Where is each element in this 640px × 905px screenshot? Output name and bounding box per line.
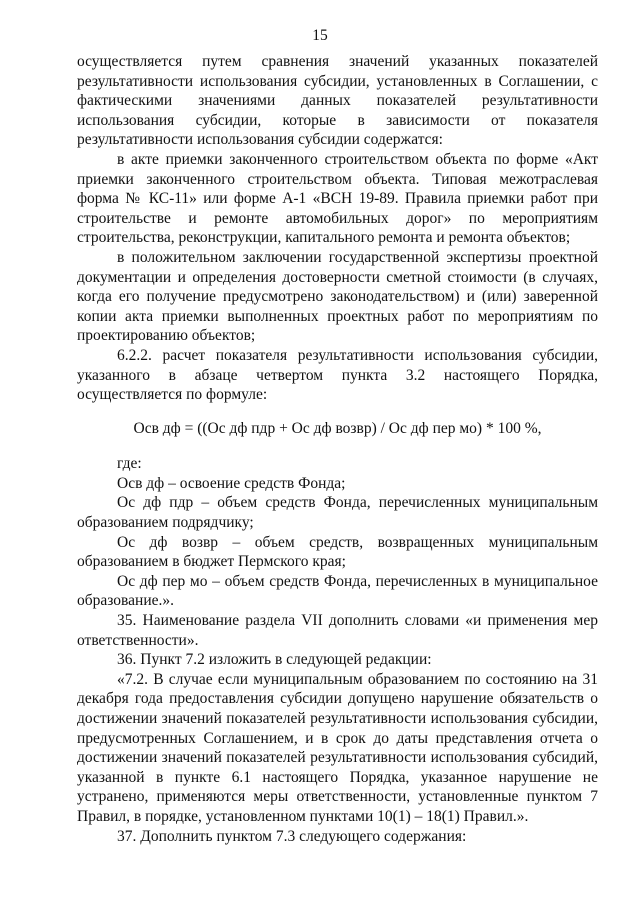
paragraph-ks11-act: в акте приемки законченного строительством объекта по форме «Акт приемки законченного строительством объекта. Типовая межотраслевая форма № КС-11» или форме А-1 «ВСН 19-89. Правила приемки работ при строительстве и ремонте автомобильных дорог» по мероприятиям строительства, реконструкции, капитального ремонта и ремонта объектов; bbox=[77, 150, 598, 247]
paragraph-35: 35. Наименование раздела VII дополнить словами «и применения мер ответственности». bbox=[77, 612, 598, 649]
paragraph-where: где: bbox=[117, 455, 142, 473]
paragraph-7-2: «7.2. В случае если муниципальным образованием по состоянию на 31 декабря года предоставления субсидии допущено нарушение обязательств о достижении значений показателей результативности использования субсидии, предусмотренных Соглашением, и в срок до даты представления отчета о достижении значений показателей результативности использования субсидий, указанной в пункте 6.1 настоящего Порядка, указанное нарушение не устранено, применяются меры ответственности, установленные пунктом 7 Правил, в порядке, установленном пунктами 10(1) – 18(1) Правил.». bbox=[77, 670, 598, 825]
page-number: 15 bbox=[312, 27, 328, 44]
paragraph-continuation: осуществляется путем сравнения значений указанных показателей результативности использования субсидии, установленных в Соглашении, с фактическими значениями данных показателей результативности использования субсидии, которые в зависимости от показателя результативности использования субсидии содержатся: bbox=[77, 53, 598, 149]
definition-os-df-per-mo: Ос дф пер мо – объем средств Фонда, перечисленных в муниципальное образование.». bbox=[77, 572, 598, 610]
paragraph-expertise-conclusion: в положительном заключении государственной экспертизы проектной документации и определения достоверности сметной стоимости (в случаях, когда его получение предусмотрено законодательством) и (или) заверенной копии акта приемки выполненных проектных работ по мероприятиям по проектированию объектов; bbox=[77, 248, 598, 345]
document-body bbox=[77, 52, 598, 846]
definition-osv-df: Осв дф – освоение средств Фонда; bbox=[117, 474, 346, 492]
paragraph-37: 37. Дополнить пунктом 7.3 следующего содержания: bbox=[117, 827, 467, 845]
definition-os-df-pdr: Ос дф пдр – объем средств Фонда, перечисленных муниципальным образованием подрядчику; bbox=[77, 494, 598, 532]
paragraph-6-2-2: 6.2.2. расчет показателя результативности использования субсидии, указанного в абзаце четвертом пункта 3.2 настоящего Порядка, осуществляется по формуле: bbox=[77, 346, 598, 404]
paragraph-36: 36. Пункт 7.2 изложить в следующей редакции: bbox=[117, 651, 432, 669]
formula: Осв дф = ((Ос дф пдр + Ос дф возвр) / Ос дф пер мо) * 100 %, bbox=[133, 419, 542, 437]
definition-os-df-vozvr: Ос дф возвр – объем средств, возвращенных муниципальным образованием в бюджет Пермского края; bbox=[77, 533, 598, 571]
